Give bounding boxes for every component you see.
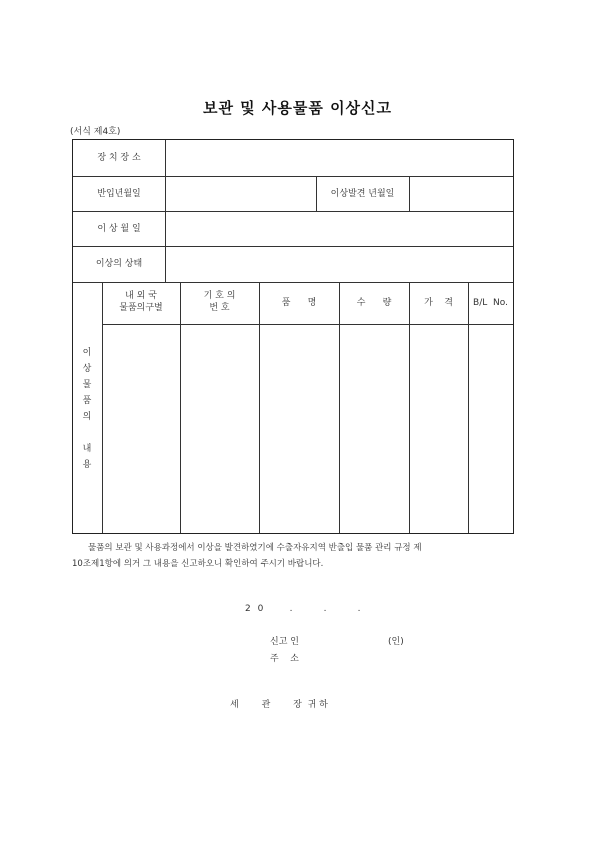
column-divider bbox=[180, 282, 181, 533]
header-bl-no: B/L No. bbox=[473, 298, 508, 308]
header-divider bbox=[102, 324, 513, 325]
items-content-label bbox=[80, 345, 94, 473]
row-divider bbox=[73, 211, 513, 212]
column-divider bbox=[409, 282, 410, 533]
storage-place-label: 장 치 장 소 bbox=[97, 153, 141, 163]
column-divider bbox=[339, 282, 340, 533]
statement-line: 10조제1항에 의거 그 내용을 신고하오니 확인하여 주시기 바랍니다. bbox=[72, 559, 324, 569]
page-title: 보관 및 사용물품 이상신고 bbox=[202, 99, 393, 117]
header-line: 기 호 의 bbox=[203, 291, 236, 301]
form-number: (서식 제4호) bbox=[70, 127, 121, 137]
import-date-label: 반입년월일 bbox=[97, 189, 141, 199]
column-divider bbox=[102, 282, 103, 533]
row-divider bbox=[73, 282, 513, 283]
header-item-name: 품 명 bbox=[281, 298, 317, 308]
statement-line: 물품의 보관 및 사용과정에서 이상을 발견하였기에 수출자유지역 반출입 물품 관리 규정 제 bbox=[88, 543, 422, 553]
addressee: 세 관 장 귀 하 bbox=[230, 700, 328, 710]
header-line: 내 외 국 bbox=[125, 291, 157, 301]
side-label-char: 품 bbox=[82, 396, 92, 406]
header-line: 물품의구별 bbox=[119, 303, 163, 313]
header-domestic-foreign bbox=[102, 290, 180, 314]
side-label-char: 용 bbox=[82, 460, 92, 470]
side-label-char: 내 bbox=[82, 444, 92, 454]
report-date: 2 0 . . . bbox=[245, 604, 363, 614]
column-divider bbox=[259, 282, 260, 533]
row-divider bbox=[73, 176, 513, 177]
row-divider bbox=[73, 246, 513, 247]
side-label-gap bbox=[80, 425, 94, 441]
reporter-label: 신고 인 bbox=[270, 637, 299, 647]
report-form bbox=[72, 139, 514, 534]
side-label-char: 물 bbox=[82, 380, 92, 390]
header-price: 가 격 bbox=[424, 298, 453, 308]
seal-label: (인) bbox=[388, 637, 404, 647]
column-divider bbox=[468, 282, 469, 533]
anomaly-state-label: 이상의 상태 bbox=[95, 259, 143, 269]
discovery-date-label: 이상발견 년월일 bbox=[330, 189, 395, 199]
statement-text bbox=[72, 540, 522, 572]
header-quantity: 수 량 bbox=[356, 298, 392, 308]
cell-divider bbox=[409, 176, 410, 211]
anomaly-date-label: 이 상 월 일 bbox=[97, 224, 141, 234]
header-symbol-number bbox=[180, 290, 259, 314]
side-label-char: 이 bbox=[82, 348, 92, 358]
side-label-char: 상 bbox=[82, 364, 92, 374]
header-line: 번 호 bbox=[209, 303, 230, 313]
address-label: 주 소 bbox=[270, 654, 299, 664]
side-label-char: 의 bbox=[82, 412, 92, 422]
label-divider bbox=[165, 140, 166, 282]
